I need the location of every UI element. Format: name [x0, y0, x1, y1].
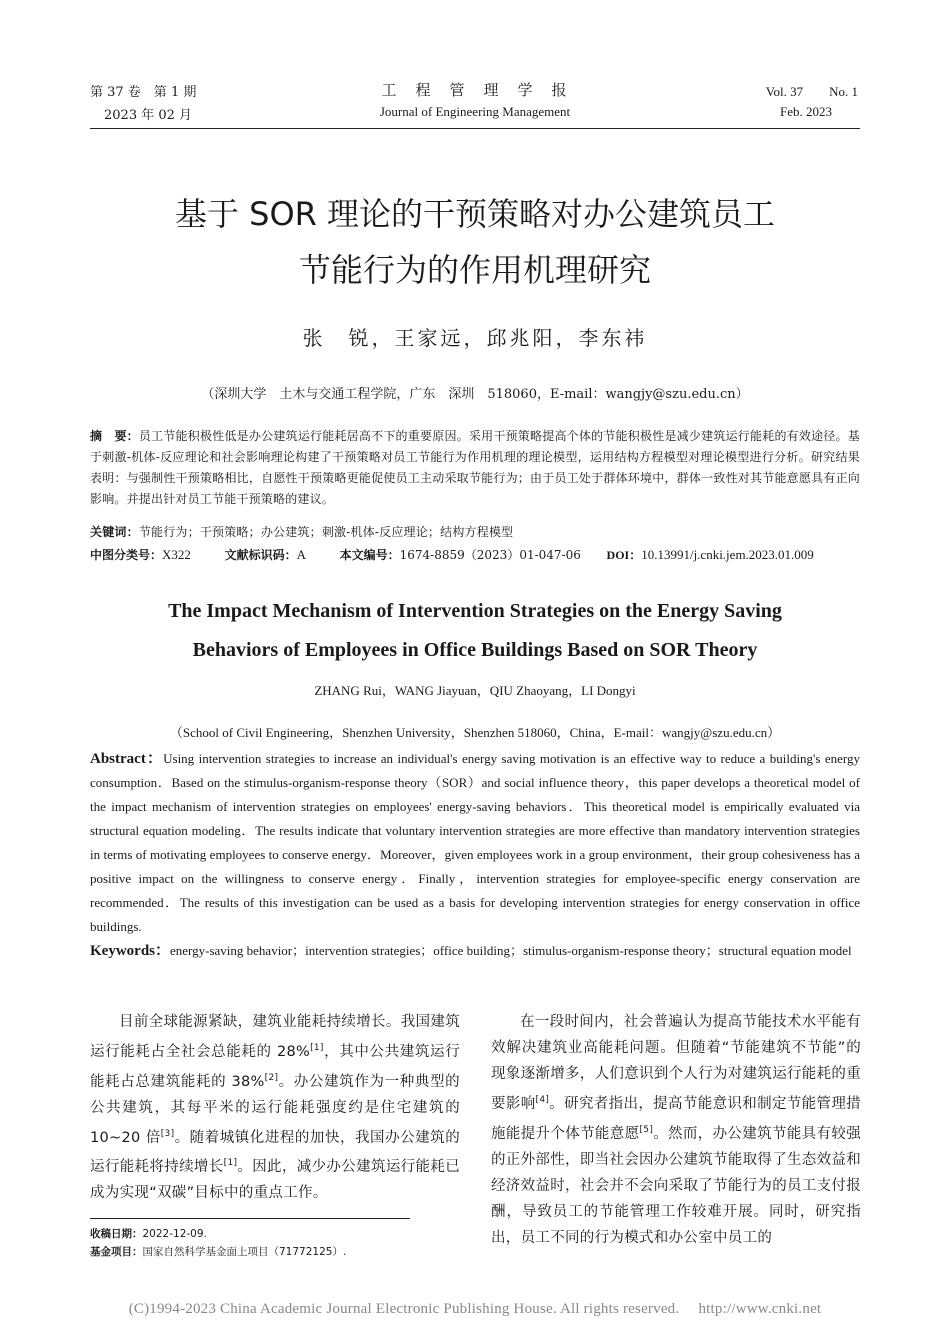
- title-cn-line1: 基于 SOR 理论的干预策略对办公建筑员工: [174, 195, 776, 233]
- citation-ref[interactable]: [4]: [535, 1095, 550, 1105]
- doi-label: DOI：: [606, 548, 642, 562]
- keywords-cn-label: 关键词：: [90, 525, 139, 539]
- footnote-received: [90, 1226, 207, 1241]
- header-rule: [90, 128, 860, 129]
- body-left-column: [90, 1009, 460, 1206]
- fund-label: 基金项目：: [90, 1246, 143, 1258]
- received-value: 2022-12-09.: [142, 1228, 207, 1240]
- keywords-en-label: Keywords：: [90, 943, 170, 959]
- abstract-cn-text: 员工节能积极性低是办公建筑运行能耗居高不下的重要原因。采用干预策略提高个体的节能积极性是减少建筑运行能耗的有效途径。基于刺激-机体-反应理论和社会影响理论构建了干预策略对员工节能行为作用机理的理论模型，运用结构方程模型对理论模型进行分析。研究结果表明：与强制性干预策略相比，自愿性干预策略更能促使员工主动采取节能行为；由于员工处于群体环境中，群体一致性对其节能意愿具有正向影响。并提出针对员工节能干预策略的建议。: [90, 429, 860, 506]
- abstract-en: [90, 747, 860, 939]
- keywords-en: [90, 939, 860, 963]
- abstract-en-text: Using intervention strategies to increase an individual's energy saving motivation is an effective way to reduce a building's energy consumption．Based on the stimulus-organism-response theory（SOR）and social influence theory，this paper develops a theoretical model of the impact mechanism of intervention strategies on employees' energy-saving behaviors．This theoretical model is empirically evaluated via structural equation modeling．The results indicate that voluntary intervention strategies are more effective than mandatory intervention strategies in terms of motivating employees to conserve energy．Moreover，given employees work in a group environment，their group cohesiveness has a positive impact on the willingness to conserve energy．Finally，intervention strategies for employee-specific energy conservation are recommended．The results of this investigation can be used as a basis for developing intervention strategies for energy conservation in office buildings.: [90, 751, 860, 934]
- body-right-text-3: 。然而，办公建筑节能具有较强的正外部性，即当社会因办公建筑节能取得了生态效益和经济效益时，社会并不会向采取了节能行为的员工支付报酬，导致员工的节能管理工作较难开展。同时，研究指出，员工不同的行为模式和办公室中员工的: [491, 1125, 862, 1246]
- received-label: 收稿日期：: [90, 1228, 143, 1240]
- doi-value: 10.13991/j.cnki.jem.2023.01.009: [641, 547, 814, 562]
- keywords-en-text: energy-saving behavior；intervention strategies；office building；stimulus-organism-response theory；structural equation model: [170, 943, 852, 958]
- meta-row: [90, 546, 870, 563]
- citation-ref[interactable]: [3]: [160, 1128, 175, 1139]
- header-en-volume: Vol. 37 No. 1: [765, 84, 858, 99]
- title-en-line1: The Impact Mechanism of Intervention Strategies on the Energy Saving: [168, 600, 782, 622]
- citation-ref[interactable]: [1]: [223, 1158, 238, 1169]
- clc-label: 中图分类号：: [90, 548, 163, 562]
- keywords-cn-text: 节能行为；干预策略；办公建筑；刺激-机体-反应理论；结构方程模型: [138, 525, 514, 539]
- copyright-watermark: (C)1994-2023 China Academic Journal Electronic Publishing House. All rights reserved. http://www.cnki.net: [128, 1301, 822, 1317]
- abstract-cn: [90, 426, 860, 510]
- abstract-en-label: Abstract：: [90, 751, 164, 767]
- doc-label: 文献标识码：: [224, 548, 297, 562]
- footnote-rule: [90, 1218, 410, 1219]
- article-value: 1674-8859（2023）01-047-06: [399, 548, 581, 562]
- header-journal-en: Journal of Engineering Management: [379, 104, 571, 119]
- body-left-text-3: 。办公建筑作为一种典型的公共建筑，其每平米的运行能耗强度约是住宅建筑的 10~20 倍: [90, 1073, 460, 1146]
- body-left-text-5: 。因此，减少办公建筑运行能耗已成为实现“双碳”目标中的重点工作。: [90, 1159, 461, 1202]
- article-label: 本文编号：: [339, 548, 400, 562]
- footnote-fund: [90, 1244, 346, 1259]
- abstract-cn-label: 摘 要：: [90, 429, 139, 443]
- body-right-text-2: 。研究者指出，提高节能意识和制定节能管理措施能提升个体节能意愿: [491, 1095, 861, 1142]
- body-left-text-1: 目前全球能源紧缺，建筑业能耗持续增长。我国建筑运行能耗占全社会总能耗的 28%: [90, 1014, 460, 1060]
- keywords-cn: [90, 522, 860, 543]
- citation-ref[interactable]: [1]: [310, 1043, 324, 1053]
- title-en-line2: Behaviors of Employees in Office Buildings Based on SOR Theory: [192, 639, 758, 661]
- citation-ref[interactable]: [5]: [639, 1124, 654, 1135]
- body-left-text-4: 。随着城镇化进程的加快，我国办公建筑的运行能耗将持续增长: [90, 1129, 460, 1176]
- header-journal-cn: 工 程 管 理 学 报: [381, 81, 569, 99]
- authors-cn: 张 锐，王家远，邱兆阳，李东祎: [302, 326, 648, 350]
- body-right-column: [491, 1009, 861, 1251]
- authors-en: ZHANG Rui，WANG Jiayuan，QIU Zhaoyang，LI Dongyi: [314, 683, 636, 698]
- header-cn-date: 2023 年 02 月: [104, 108, 193, 123]
- citation-ref[interactable]: [2]: [264, 1072, 279, 1083]
- header-en-date: Feb. 2023: [780, 104, 832, 119]
- title-cn-line2: 节能行为的作用机理研究: [298, 251, 651, 289]
- affiliation-cn: （深圳大学 土木与交通工程学院，广东 深圳 518060，E-mail：wangjy@szu.edu.cn）: [201, 387, 749, 402]
- affiliation-en: （School of Civil Engineering，Shenzhen University，Shenzhen 518060，China，E-mail：wangjy@szu.edu.cn）: [169, 725, 781, 740]
- header-cn-volume: 第 37 卷 第 1 期: [90, 85, 197, 100]
- doc-value: A: [296, 547, 306, 562]
- body-right-text-1: 在一段时间内，社会普遍认为提高节能技术水平能有效解决建筑业高能耗问题。但随着“节能建筑不节能”的现象逐渐增多，人们意识到个人行为对建筑运行能耗的重要影响: [491, 1014, 861, 1112]
- clc-value: X322: [162, 547, 191, 562]
- body-left-text-2: ，其中公共建筑运行能耗占总建筑能耗的 38%: [90, 1043, 461, 1090]
- fund-value: 国家自然科学基金面上项目（71772125）.: [142, 1246, 347, 1258]
